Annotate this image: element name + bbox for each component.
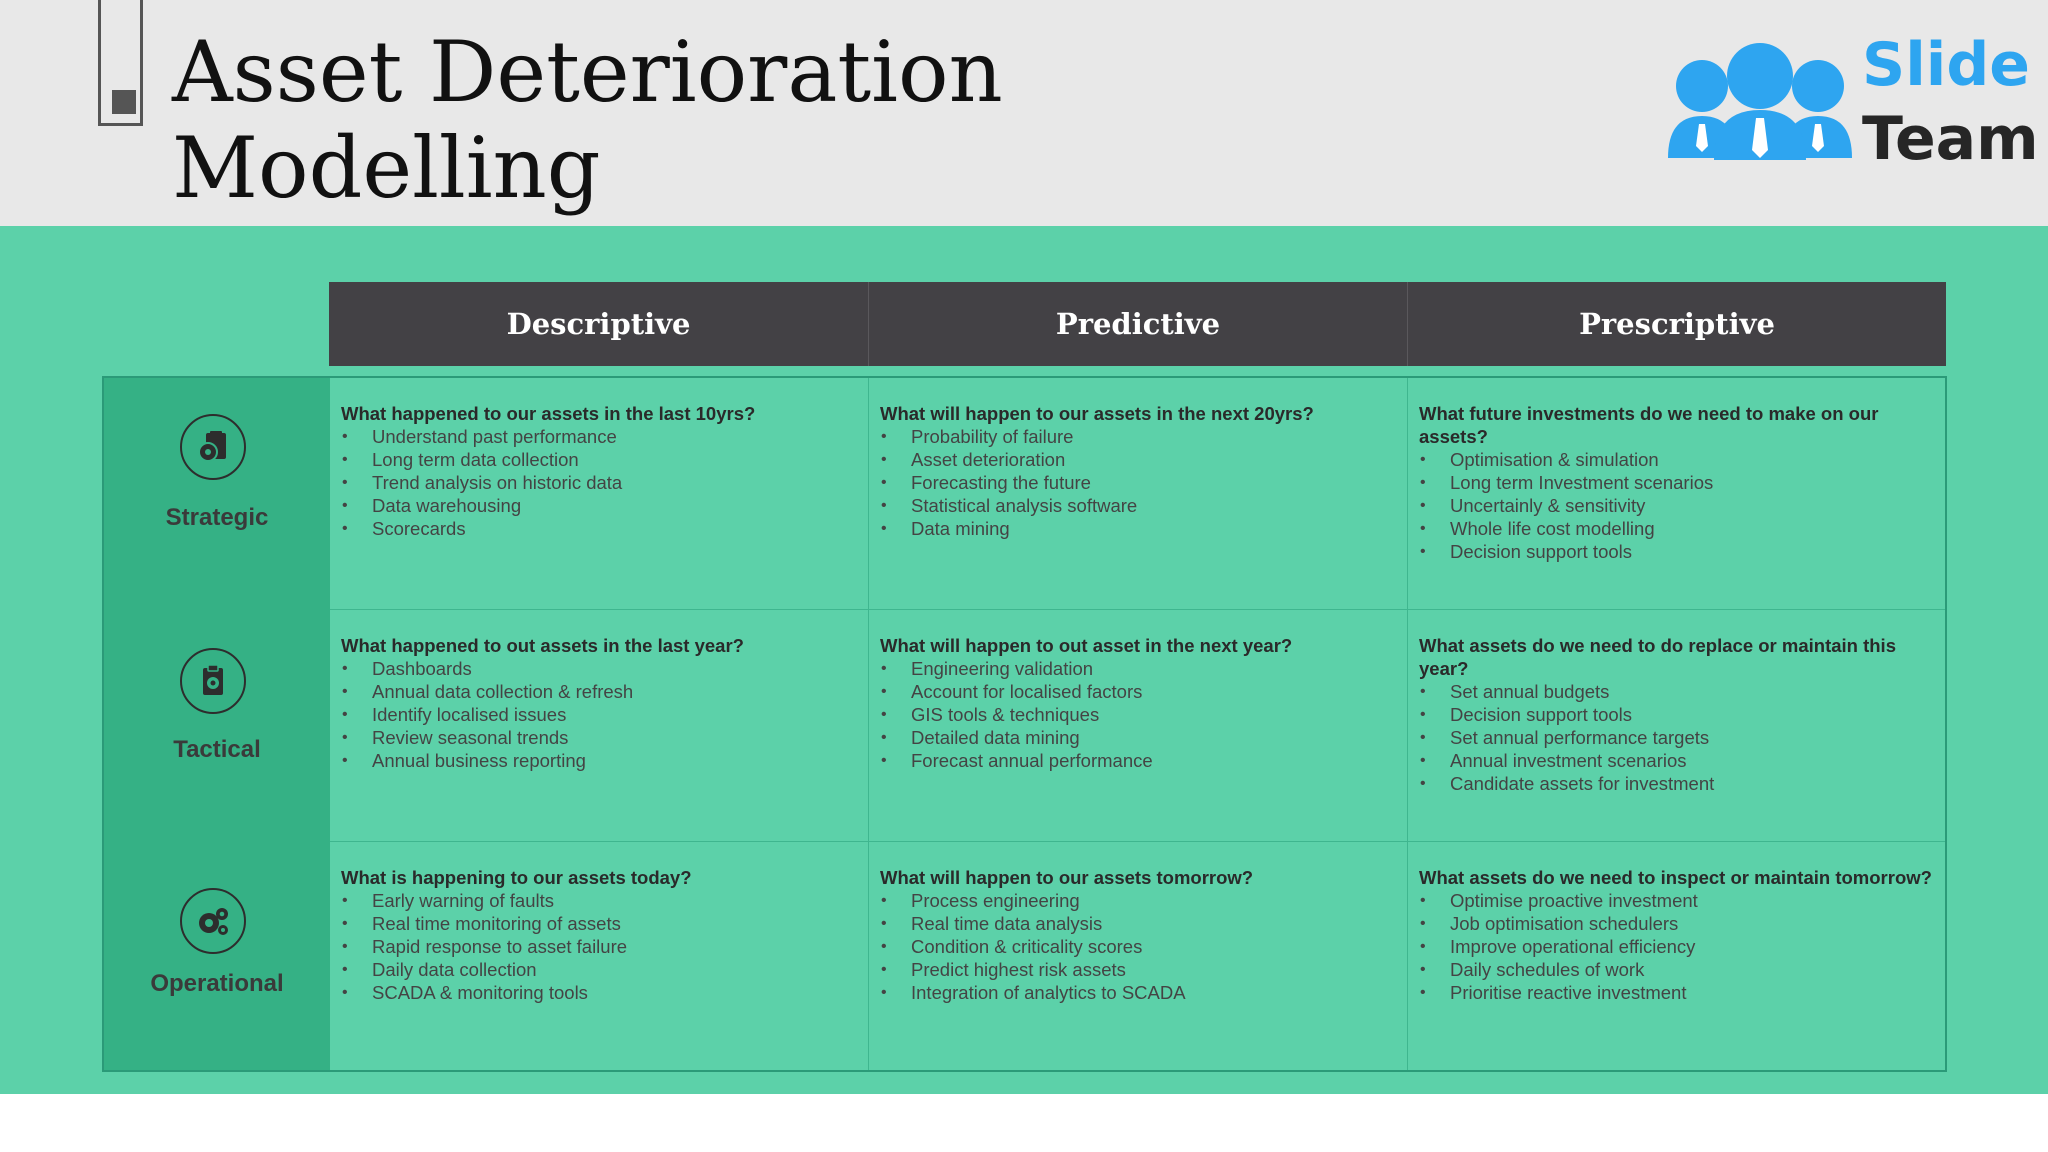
list-item: • Set annual performance targets (1419, 726, 1933, 749)
list-item: • Condition & criticality scores (880, 935, 1395, 958)
cell-list (341, 889, 856, 1004)
column-header-descriptive: Descriptive (329, 282, 868, 366)
list-item: • Process engineering (880, 889, 1395, 912)
cell-question: What will happen to out asset in the next year? (880, 635, 1293, 656)
cell-question: What assets do we need to do replace or maintain this year? (1419, 635, 1896, 679)
list-item: • Identify localised issues (341, 703, 856, 726)
list-item: • Whole life cost modelling (1419, 517, 1933, 540)
list-item: • Dashboards (341, 657, 856, 680)
cell-list (341, 425, 856, 540)
list-item: • Probability of failure (880, 425, 1395, 448)
list-item: • Real time monitoring of assets (341, 912, 856, 935)
list-item: • Data mining (880, 517, 1395, 540)
matrix-table (102, 376, 1947, 1072)
list-item: • Data warehousing (341, 494, 856, 517)
page-title-line-2: Modelling (172, 119, 601, 217)
column-header-prescriptive: Prescriptive (1407, 282, 1946, 366)
cell-list (1419, 448, 1933, 563)
cell-question: What future investments do we need to make on our assets? (1419, 403, 1879, 447)
list-item: • Forecasting the future (880, 471, 1395, 494)
cell-operational-descriptive (330, 842, 869, 1070)
cell-strategic-predictive (869, 378, 1408, 610)
list-item: • Early warning of faults (341, 889, 856, 912)
list-item: • Annual business reporting (341, 749, 856, 772)
header-bar (0, 0, 2048, 226)
page-title-line-1: Asset Deterioration (172, 23, 1003, 121)
list-item: • Daily data collection (341, 958, 856, 981)
cell-tactical-prescriptive (1408, 610, 1945, 842)
list-item: • Long term Investment scenarios (1419, 471, 1933, 494)
list-item: • Prioritise reactive investment (1419, 981, 1933, 1004)
cell-question: What will happen to our assets in the next 20yrs? (880, 403, 1314, 424)
cell-list (880, 657, 1395, 772)
list-item: • Candidate assets for investment (1419, 772, 1933, 795)
cell-list (1419, 680, 1933, 795)
gear-document-icon (180, 414, 246, 480)
list-item: • Predict highest risk assets (880, 958, 1395, 981)
list-item: • Improve operational efficiency (1419, 935, 1933, 958)
list-item: • Statistical analysis software (880, 494, 1395, 517)
cell-question: What will happen to our assets tomorrow? (880, 867, 1254, 888)
list-item: • Annual data collection & refresh (341, 680, 856, 703)
cell-list (341, 657, 856, 772)
clipboard-gear-icon (180, 648, 246, 714)
cell-list (1419, 889, 1933, 1004)
gears-icon (180, 888, 246, 954)
list-item: • Account for localised factors (880, 680, 1395, 703)
page-title (172, 24, 1072, 216)
row-label-tactical: Tactical (173, 736, 261, 763)
list-item: • Daily schedules of work (1419, 958, 1933, 981)
list-item: • Asset deterioration (880, 448, 1395, 471)
cell-tactical-predictive (869, 610, 1408, 842)
cell-question: What happened to our assets in the last 10yrs? (341, 403, 756, 424)
cell-question: What is happening to our assets today? (341, 867, 692, 888)
cell-question: What assets do we need to inspect or maintain tomorrow? (1419, 867, 1932, 888)
logo-text-team: Team (1862, 104, 2039, 174)
list-item: • Engineering validation (880, 657, 1395, 680)
cell-strategic-prescriptive (1408, 378, 1945, 610)
list-item: • Understand past performance (341, 425, 856, 448)
list-item: • Set annual budgets (1419, 680, 1933, 703)
list-item: • Scorecards (341, 517, 856, 540)
row-label-operational: Operational (150, 970, 284, 997)
list-item: • Job optimisation schedulers (1419, 912, 1933, 935)
cell-list (880, 889, 1395, 1004)
row-label-strategic: Strategic (165, 504, 269, 531)
list-item: • Annual investment scenarios (1419, 749, 1933, 772)
cell-strategic-descriptive (330, 378, 869, 610)
list-item: • Review seasonal trends (341, 726, 856, 749)
list-item: • Rapid response to asset failure (341, 935, 856, 958)
list-item: • Real time data analysis (880, 912, 1395, 935)
list-item: • Detailed data mining (880, 726, 1395, 749)
cell-operational-prescriptive (1408, 842, 1945, 1070)
list-item: • GIS tools & techniques (880, 703, 1395, 726)
cell-list (880, 425, 1395, 540)
list-item: • Integration of analytics to SCADA (880, 981, 1395, 1004)
cell-operational-predictive (869, 842, 1408, 1070)
title-marker-square (112, 90, 136, 114)
cell-tactical-descriptive (330, 610, 869, 842)
title-marker (98, 0, 143, 126)
logo-text-slide: Slide (1862, 30, 2030, 100)
list-item: • SCADA & monitoring tools (341, 981, 856, 1004)
list-item: • Forecast annual performance (880, 749, 1395, 772)
list-item: • Decision support tools (1419, 540, 1933, 563)
list-item: • Long term data collection (341, 448, 856, 471)
list-item: • Optimisation & simulation (1419, 448, 1933, 471)
list-item: • Trend analysis on historic data (341, 471, 856, 494)
list-item: • Optimise proactive investment (1419, 889, 1933, 912)
column-header-predictive: Predictive (868, 282, 1407, 366)
cell-question: What happened to out assets in the last year? (341, 635, 744, 656)
row-label-column (104, 378, 330, 1070)
list-item: • Decision support tools (1419, 703, 1933, 726)
list-item: • Uncertainly & sensitivity (1419, 494, 1933, 517)
